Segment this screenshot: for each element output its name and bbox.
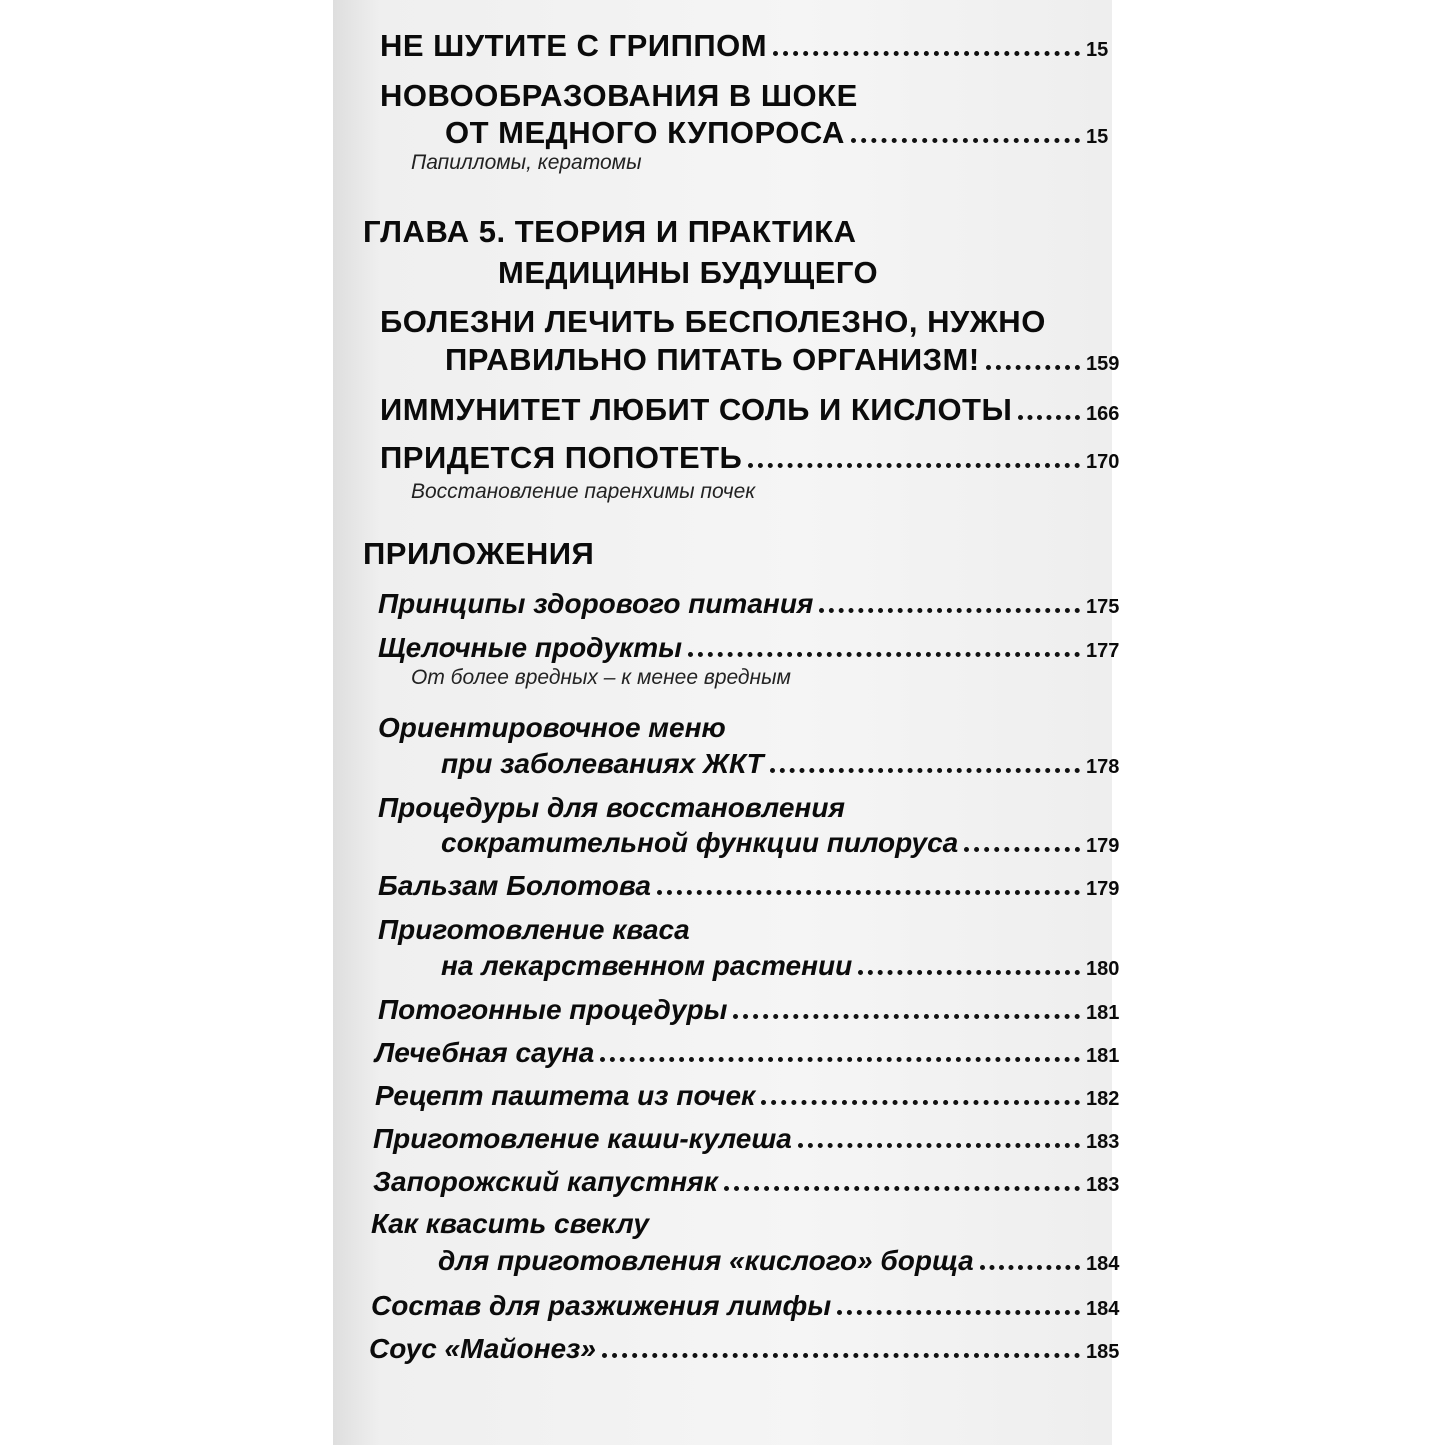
toc-title: Процедуры для восстановления — [378, 792, 845, 823]
page-number: 179 — [1086, 835, 1120, 857]
dot-leader — [1018, 415, 1080, 420]
toc-entry — [380, 28, 1112, 64]
toc-title: Щелочные продукты — [378, 632, 683, 663]
dot-leader — [858, 970, 1080, 975]
toc-title-cont: на лекарственном растении — [441, 950, 853, 981]
toc-title: ПРИДЕТСЯ ПОПОТЕТЬ — [380, 440, 743, 475]
toc-entry — [445, 342, 1120, 378]
page-number: 180 — [1086, 958, 1120, 980]
toc-entry — [375, 1037, 1120, 1069]
toc-entry — [441, 827, 1120, 859]
dot-leader — [761, 1100, 1080, 1105]
dot-leader — [657, 890, 1080, 895]
toc-title-cont: сократительной функции пилоруса — [441, 827, 959, 858]
dot-leader — [986, 365, 1080, 370]
dot-leader — [770, 768, 1080, 773]
dot-leader — [748, 463, 1080, 468]
toc-subtitle: Восстановление паренхимы почек — [411, 480, 756, 503]
page-number: 182 — [1086, 1088, 1120, 1110]
toc-entry — [445, 115, 1112, 151]
dot-leader — [964, 847, 1080, 852]
dot-leader — [837, 1310, 1080, 1315]
toc-title: НЕ ШУТИТЕ С ГРИППОМ — [380, 28, 768, 63]
toc-entry — [380, 392, 1120, 428]
page-number: 170 — [1086, 451, 1120, 473]
page-number: 15 — [1086, 126, 1109, 148]
dot-leader — [688, 652, 1080, 657]
page-number: 15 — [1086, 39, 1109, 61]
page-number: 175 — [1086, 596, 1120, 618]
toc-entry — [373, 1123, 1120, 1155]
toc-title: НОВООБРАЗОВАНИЯ В ШОКЕ — [380, 78, 858, 113]
toc-entry — [375, 1080, 1120, 1112]
dot-leader — [733, 1014, 1080, 1019]
dot-leader — [851, 138, 1080, 143]
chapter-heading: ГЛАВА 5. ТЕОРИЯ И ПРАКТИКА — [363, 214, 857, 249]
toc-entry — [441, 748, 1120, 780]
toc-title: Бальзам Болотова — [378, 870, 651, 901]
dot-leader — [600, 1057, 1080, 1062]
dot-leader — [602, 1353, 1080, 1358]
page-number: 178 — [1086, 756, 1120, 778]
page-number: 184 — [1086, 1298, 1120, 1320]
toc-title: Соус «Майонез» — [369, 1333, 596, 1364]
toc-title-cont: при заболеваниях ЖКТ — [441, 748, 764, 779]
book-page — [333, 0, 1120, 1445]
toc-entry — [369, 1333, 1120, 1365]
toc-entry — [378, 632, 1120, 664]
toc-title: БОЛЕЗНИ ЛЕЧИТЬ БЕСПОЛЕЗНО, НУЖНО — [380, 304, 1046, 339]
toc-title: Потогонные процедуры — [378, 994, 728, 1025]
page-number: 179 — [1086, 878, 1120, 900]
page-number: 185 — [1086, 1341, 1120, 1363]
chapter-heading-cont: МЕДИЦИНЫ БУДУЩЕГО — [498, 255, 879, 290]
page-number: 166 — [1086, 403, 1120, 425]
toc-title: Как квасить свеклу — [371, 1208, 649, 1239]
toc-entry — [371, 1290, 1120, 1322]
page-number: 181 — [1086, 1002, 1120, 1024]
page-number: 184 — [1086, 1253, 1120, 1275]
toc-entry — [380, 440, 1120, 476]
toc-title: Приготовление кваса — [378, 914, 690, 945]
toc-title-cont: ОТ МЕДНОГО КУПОРОСА — [445, 115, 845, 150]
page-number: 177 — [1086, 640, 1120, 662]
toc-entry — [438, 1245, 1120, 1277]
toc-title: Приготовление каши-кулеша — [373, 1123, 792, 1154]
page-number: 181 — [1086, 1045, 1120, 1067]
page-number: 183 — [1086, 1131, 1120, 1153]
toc-title-cont: ПРАВИЛЬНО ПИТАТЬ ОРГАНИЗМ! — [445, 342, 980, 377]
toc-title: Принципы здорового питания — [378, 588, 814, 619]
toc-title: Состав для разжижения лимфы — [371, 1290, 832, 1321]
toc-title: Запорожский капустняк — [373, 1166, 718, 1197]
toc-title-cont: для приготовления «кислого» борща — [438, 1245, 974, 1276]
toc-title: Лечебная сауна — [375, 1037, 595, 1068]
toc-subtitle: Папилломы, кератомы — [411, 151, 642, 174]
page-number: 183 — [1086, 1174, 1120, 1196]
dot-leader — [980, 1265, 1080, 1270]
dot-leader — [819, 608, 1080, 613]
toc-entry — [373, 1166, 1120, 1198]
dot-leader — [773, 51, 1080, 56]
toc-entry — [378, 588, 1120, 620]
toc-title: Рецепт паштета из почек — [375, 1080, 756, 1111]
dot-leader — [724, 1186, 1080, 1191]
appendix-heading: ПРИЛОЖЕНИЯ — [363, 536, 595, 571]
toc-entry — [378, 870, 1120, 902]
dot-leader — [798, 1143, 1080, 1148]
toc-entry — [441, 950, 1120, 982]
toc-title: Ориентировочное меню — [378, 712, 726, 743]
page-number: 159 — [1086, 353, 1120, 375]
toc-title: ИММУНИТЕТ ЛЮБИТ СОЛЬ И КИСЛОТЫ — [380, 392, 1013, 427]
toc-subtitle: От более вредных – к менее вредным — [411, 666, 791, 689]
toc-entry — [378, 994, 1120, 1026]
